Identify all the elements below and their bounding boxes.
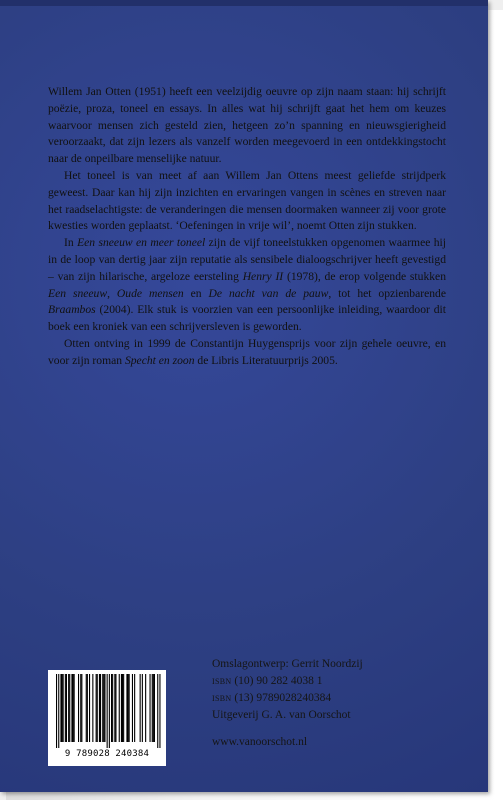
barcode-bar xyxy=(103,674,104,742)
barcode-bar xyxy=(99,674,100,742)
blurb-text xyxy=(48,84,446,370)
barcode-bar xyxy=(121,674,122,742)
barcode-bar xyxy=(126,674,127,742)
blurb-paragraph-2: Het toneel is van meet af aan Willem Jan Ottens meest geliefde strijdperk geweest. Daar kan hij zijn inzichten en ervaringen vangen in scènes en streven naar het raadselachtigste: de veranderingen die mensen doormaken wanneer zij voor grote kwesties worden geplaatst. ‘Oefeningen in vrije wil’, noemt Otten zijn stukken. xyxy=(48,168,446,233)
barcode-bar xyxy=(140,674,141,742)
barcode-bar xyxy=(62,674,63,742)
barcode-bar xyxy=(122,674,123,742)
barcode-bar xyxy=(97,674,98,742)
isbn-10 xyxy=(212,673,363,690)
isbn-label: isbn xyxy=(212,675,232,687)
isbn-value: (10) 90 282 4038 1 xyxy=(231,675,323,687)
blurb-paragraph-3 xyxy=(48,235,446,336)
barcode-bar xyxy=(100,674,101,742)
barcode-bar xyxy=(60,674,61,742)
barcode-bar xyxy=(115,674,116,742)
cover-design-credit: Omslagontwerp: Gerrit Noordzij xyxy=(212,658,363,670)
barcode-bar xyxy=(114,674,115,742)
play-title: Een sneeuw xyxy=(48,286,108,300)
isbn-label: isbn xyxy=(212,692,232,704)
barcode-bar xyxy=(63,674,64,742)
isbn-13 xyxy=(212,690,363,707)
barcode-bar xyxy=(154,674,155,742)
barcode xyxy=(48,670,166,766)
barcode-bar xyxy=(111,674,112,742)
play-title: Oude mensen xyxy=(116,286,184,300)
barcode-bar xyxy=(145,674,146,742)
barcode-bar xyxy=(92,674,93,742)
barcode-bar xyxy=(71,674,72,742)
barcode-digits: 9 789028 240384 xyxy=(64,749,150,759)
text-run: (1978), de erop volgende stukken xyxy=(283,269,446,283)
barcode-bar xyxy=(104,674,105,742)
barcode-bar xyxy=(68,674,69,742)
colophon xyxy=(212,656,363,724)
text-run: de Libris Literatuurprijs 2005. xyxy=(194,353,338,367)
barcode-bar xyxy=(153,674,154,742)
barcode-bar xyxy=(132,674,133,742)
barcode-bar xyxy=(123,674,124,742)
text-run: , xyxy=(107,286,117,300)
text-run: (2004). Elk stuk is voorzien van een persoonlijke inleiding, waardoor dit boek een kroniek van een schrijversleven is geworden. xyxy=(48,303,446,334)
barcode-bar xyxy=(96,674,97,742)
barcode-bar xyxy=(81,674,82,742)
publisher-website: www.vanoorschot.nl xyxy=(212,736,308,748)
barcode-bar xyxy=(73,674,74,742)
text-run: Otten ontving in 1999 de Constantijn Huygensprijs voor zijn gehele oeuvre, en voor zijn roman xyxy=(48,336,446,367)
barcode-bar xyxy=(56,674,57,748)
barcode-bar xyxy=(86,674,87,742)
blurb-paragraph-4 xyxy=(48,336,446,370)
barcode-bar xyxy=(150,674,151,742)
barcode-bar xyxy=(159,674,160,748)
play-title: De nacht van de pauw xyxy=(208,286,329,300)
barcode-bar xyxy=(80,674,81,742)
barcode-bar xyxy=(109,674,110,748)
text-run: , tot het opzienbarende xyxy=(328,286,446,300)
barcode-bar xyxy=(157,674,158,748)
blurb-paragraph-1: Willem Jan Otten (1951) heeft een veelzijdig oeuvre op zijn naam staan: hij schrijft poëzie, proza, toneel en essays. In alles wat hij schrijft gaat het hem om keuzes waarvoor mensen zich gesteld zien, hetgeen zo’n spanning en nieuwsgierigheid veroorzaakt, dat zijn lezers als vanzelf worden meegevoerd in een ontdekkingstocht naar de onpeilbare menselijke natuur. xyxy=(48,85,446,166)
barcode-bar xyxy=(74,674,75,742)
play-title: Braambos xyxy=(48,303,96,317)
isbn-value: (13) 9789028240384 xyxy=(231,692,332,704)
barcode-bar xyxy=(142,674,143,742)
play-title: Henry II xyxy=(242,269,284,283)
text-run: en xyxy=(183,286,209,300)
barcode-bar xyxy=(65,674,66,742)
barcode-bar xyxy=(112,674,113,742)
barcode-bar xyxy=(58,674,59,748)
barcode-bar xyxy=(128,674,129,742)
barcode-bar xyxy=(102,674,103,742)
barcode-bar xyxy=(66,674,67,742)
barcode-bar xyxy=(69,674,70,742)
publisher: Uitgeverij G. A. van Oorschot xyxy=(212,709,351,721)
text-run: In xyxy=(64,236,78,250)
barcode-bar xyxy=(107,674,108,748)
book-title: Een sneeuw en meer toneel xyxy=(77,236,206,250)
barcode-bar xyxy=(152,674,153,742)
barcode-bars xyxy=(52,674,162,750)
cover-top-edge xyxy=(0,0,488,6)
novel-title: Specht en zoon xyxy=(124,353,195,367)
barcode-bar xyxy=(87,674,88,742)
text-run: zijn de vijf toneelstukken opgenomen waarmee hij in de loop van dertig jaar zijn reputatie als sensibele dialoogschrijver heeft gevestigd – van zijn hilarische, argeloze eersteling xyxy=(48,236,446,283)
barcode-bar xyxy=(119,674,120,742)
barcode-bar xyxy=(134,674,135,742)
barcode-bar xyxy=(78,674,79,742)
barcode-bar xyxy=(129,674,130,742)
barcode-bar xyxy=(89,674,90,742)
